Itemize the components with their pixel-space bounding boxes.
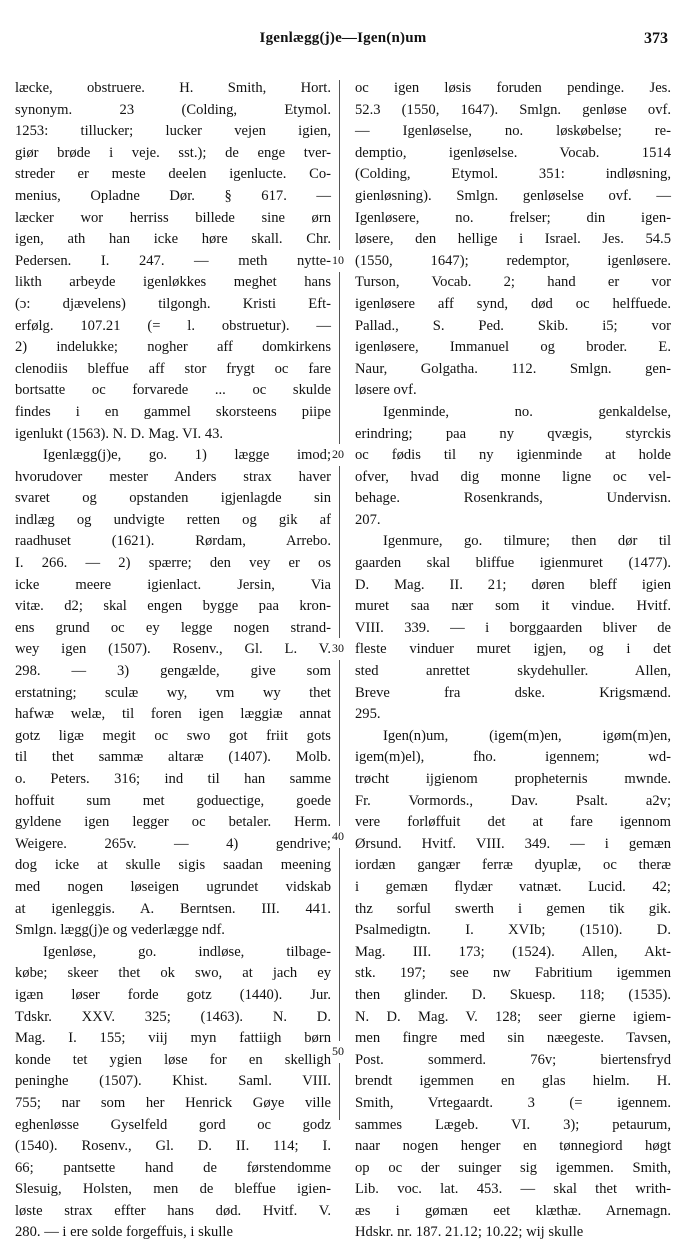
text-line: 2) indelukke; nogher aff domkirkens [15, 339, 331, 356]
text-line: igæn løser forde gotz (1440). Jur. [15, 986, 331, 1003]
text-line: stk. 197; see nw Fabritium igemmen [355, 965, 671, 982]
line-number: 50 [331, 1041, 345, 1063]
text-line: giør brøde i veje. sst.); de enge tver- [15, 144, 331, 161]
text-line: Mag. III. 173; (1524). Allen, Akt- [355, 943, 671, 960]
text-line: 755; nar som her Henrick Gøye ville [15, 1094, 331, 1111]
text-line: 295. [355, 706, 381, 723]
text-line: igenløsere, Immanuel og broder. E. [355, 339, 671, 356]
text-line: læcke, obstruere. H. Smith, Hort. [15, 80, 331, 96]
text-line: iordæn gangær ferræ dyuplæ, oc theræ [355, 857, 671, 874]
text-line: 1253: tillucker; lucker vejen igien, [15, 123, 331, 140]
text-line: Mag. I. 155; viij myn fattiigh børn [15, 1030, 331, 1047]
text-line: igem(m)el), fho. igennem; wd- [355, 749, 671, 766]
page-number: 373 [644, 30, 668, 47]
text-line: æs i gømæn eet klæthæ. Arnemagn. [355, 1202, 671, 1219]
text-line: muret saa nær som it vindue. Hvitf. [355, 598, 671, 615]
text-line: synonym. 23 (Colding, Etymol. [15, 101, 331, 118]
text-line: o. Peters. 316; ind til han samme [15, 771, 331, 787]
text-line: behage. Rosenkrands, Undervisn. [355, 490, 671, 507]
text-line: gaarden skal bliffue igienmuret (1477). [355, 555, 671, 572]
text-line: fleste vinduer muret igjen, og i det [355, 641, 671, 658]
text-line: med nogen løseigen ugrundet vidskab [15, 878, 331, 895]
text-line: Igenmure, go. tilmure; then dør til [383, 533, 671, 550]
text-line: Weigere. 265v. — 4) gendrive; [15, 835, 331, 852]
text-line: Ørsund. Hvitf. VIII. 349. — i gemæn [355, 835, 671, 852]
text-line: Tdskr. XXV. 325; (1463). N. D. [15, 1008, 331, 1025]
text-line: VIII. 339. — i borggaarden bliver de [355, 619, 671, 636]
text-line: D. Mag. II. 21; døren bleff igien [355, 576, 671, 593]
text-line: gienløsning). Smlgn. genløselse ovf. — [355, 187, 671, 204]
text-line: Igenminde, no. genkaldelse, [383, 403, 671, 420]
text-line: erindring; paa ny qvægis, styrckis [355, 425, 671, 442]
text-line: Fr. Vormords., Dav. Psalt. a2v; [355, 792, 671, 809]
text-line: dog icke at skulle sigis saadan meening [15, 857, 331, 874]
text-line: Post. sommerd. 76v; biertensfryd [355, 1051, 671, 1068]
text-line: oc fødis til ny igienminde at holde [355, 447, 671, 464]
text-line: I. 266. — 2) spærre; den vey er os [15, 555, 331, 572]
text-line: op oc der suinger sig igemmen. Smith, [355, 1159, 671, 1176]
text-line: hoffuit sum met goduectige, goede [15, 792, 331, 809]
text-line: Igenlægg(j)e, go. 1) lægge imod; [43, 447, 331, 464]
text-line: købe; skeer thet ok swo, at jach ey [15, 965, 331, 982]
text-line: igenløsere aff synd, død oc helffuede. [355, 295, 671, 312]
page-header [0, 30, 686, 54]
text-line: 52.3 (1550, 1647). Smlgn. genløse ovf. [355, 101, 671, 118]
text-line: then glinder. D. Skuesp. 118; (1535). [355, 986, 671, 1003]
text-line: (1540). Rosenv., Gl. D. II. 114; I. [15, 1138, 331, 1155]
text-line: Igenløsere, no. frelser; din igen- [355, 209, 671, 226]
text-line: (Colding, Etymol. 351: indløsning, [355, 166, 671, 183]
text-line: vitæ. d2; skal engen bygge paa kron- [15, 598, 331, 615]
text-line: løsere ovf. [355, 382, 417, 399]
text-line: vere forløffuit det at fare igennom [355, 814, 671, 831]
line-number: 40 [331, 826, 345, 848]
text-line: Slesuig, Holsten, men de bleffue igien- [15, 1181, 331, 1198]
text-line: brendt igemmen en glas hielm. H. [355, 1073, 671, 1090]
text-line: naar nogen henger en tønnegiord høgt [355, 1138, 671, 1155]
right-column [355, 78, 671, 1244]
text-line: igenlukt (1563). N. D. Mag. VI. 43. [15, 425, 224, 442]
text-line: 280. — i ere solde forgeffuis, i skulle [15, 1224, 233, 1241]
text-line: Psalmedigtn. I. XVIb; (1510). D. [355, 922, 671, 939]
text-line: 66; pantsette hand de førstendomme [15, 1159, 331, 1176]
text-line: Naur, Golgatha. 112. Smlgn. gen- [355, 360, 671, 377]
line-number: 30 [331, 638, 345, 660]
text-line: konde tet ygien løse for en skelligh [15, 1051, 331, 1068]
text-line: løsere, den hellige i Israel. Jes. 54.5 [355, 231, 671, 248]
text-line: (1550, 1647); redemptor, igenløsere. [355, 252, 671, 269]
text-line: Smith, Vrtegaardt. 3 (= igennem. [355, 1094, 671, 1111]
text-line: peninghe (1507). Khist. Saml. VIII. [15, 1073, 331, 1090]
text-line: menius, Opladne Dør. § 617. — [15, 187, 331, 204]
text-line: i gemæn flydær vatnæt. Lucid. 42; [355, 878, 671, 895]
line-number: 20 [331, 444, 345, 466]
text-line: Igen(n)um, (igem(m)en, igøm(m)en, [383, 727, 671, 744]
text-line: sammes Lægeb. VI. 3); petaurum, [355, 1116, 671, 1133]
column-divider [339, 80, 340, 1120]
left-column [15, 78, 331, 1244]
text-line: 207. [355, 511, 381, 528]
text-line: oc igen løsis foruden pendinge. Jes. [355, 80, 671, 96]
text-line: eghenløsse Gyselfeld gord oc godz [15, 1116, 331, 1133]
text-line: at igenleggis. A. Berntsen. III. 441. [15, 900, 331, 917]
text-line: svaret og opstanden igjenlagde sin [15, 490, 331, 507]
text-line: raadhuset (1621). Rørdam, Arrebo. [15, 533, 331, 550]
text-line: men fingre med sin næegeste. Tavsen, [355, 1030, 671, 1047]
text-line: indlæg og undvigte retten og gik af [15, 511, 331, 528]
text-line: N. D. Mag. V. 128; seer gierne igiem- [355, 1008, 671, 1025]
text-line: Igenløse, go. indløse, tilbage- [43, 943, 331, 960]
text-line: gyldene igen legger oc betaler. Herm. [15, 814, 331, 831]
text-line: hafwæ welæ, til foren igen læggiæ annat [15, 706, 331, 723]
text-line: — Igenløselse, no. løskøbelse; re- [355, 123, 671, 140]
text-line: gotz ligæ megit oc swo got friit gots [15, 727, 331, 744]
text-line: thz sorful swerth i gemen tik gik. [355, 900, 671, 917]
running-head: Igenlægg(j)e—Igen(n)um [259, 30, 427, 46]
text-line: bortsatte oc forvarede ... oc skulde [15, 382, 331, 399]
text-line: til thet sammæ altaræ (1407). Molb. [15, 749, 331, 766]
text-line: demptio, igenløselse. Vocab. 1514 [355, 144, 671, 161]
text-line: Pedersen. I. 247. — meth nytte- [15, 252, 331, 269]
text-line: sted anrettet skydehuller. Allen, [355, 663, 671, 680]
text-line: ofver, hvad dig monne ligne oc vel- [355, 468, 671, 485]
text-line: erstatning; sculæ wy, vm wy thet [15, 684, 331, 701]
text-line: læcker wor herriss billede sine ørn [15, 209, 331, 226]
text-line: wey igen (1507). Rosenv., Gl. L. V. [15, 641, 331, 658]
text-line: hvorudover mester Anders strax haver [15, 468, 331, 485]
text-line: Smlgn. lægg(j)e og vederlægge ndf. [15, 922, 225, 939]
text-line: icke meere igienlact. Jersin, Via [15, 576, 331, 593]
text-line: findes i en gammel skorsteens piipe [15, 403, 331, 420]
text-line: Turson, Vocab. 2; hand er vor [355, 274, 671, 291]
text-line: Lib. voc. lat. 453. — skal thet writh- [355, 1181, 671, 1198]
text-line: igen, ath han icke høre skall. Chr. [15, 231, 331, 248]
text-line: Hdskr. nr. 187. 21.12; 10.22; wij skulle [355, 1224, 584, 1241]
text-line: streder er meste deelen igenlucte. Co- [15, 166, 331, 183]
text-line: (ɔ: djævelens) tilgongh. Kristi Eft- [15, 295, 331, 312]
line-number: 10 [331, 250, 345, 272]
text-line: likth arbeyde igenløkkes meghet hans [15, 274, 331, 291]
text-line: clenodiis bleffue aff stor frygt oc fare [15, 360, 331, 377]
text-line: Pallad., S. Ped. Skib. i5; vor [355, 317, 671, 334]
text-line: ens grund oc ey legge nogen strand- [15, 619, 331, 636]
text-line: Breve fra dske. Krigsmænd. [355, 684, 671, 701]
text-line: løste strax effter hans død. Hvitf. V. [15, 1202, 331, 1219]
text-line: 298. — 3) gengælde, give som [15, 663, 331, 680]
text-line: erfølg. 107.21 (= l. obstruetur). — [15, 317, 331, 334]
text-line: trøcht ijgienom propheternis mwnde. [355, 771, 671, 787]
